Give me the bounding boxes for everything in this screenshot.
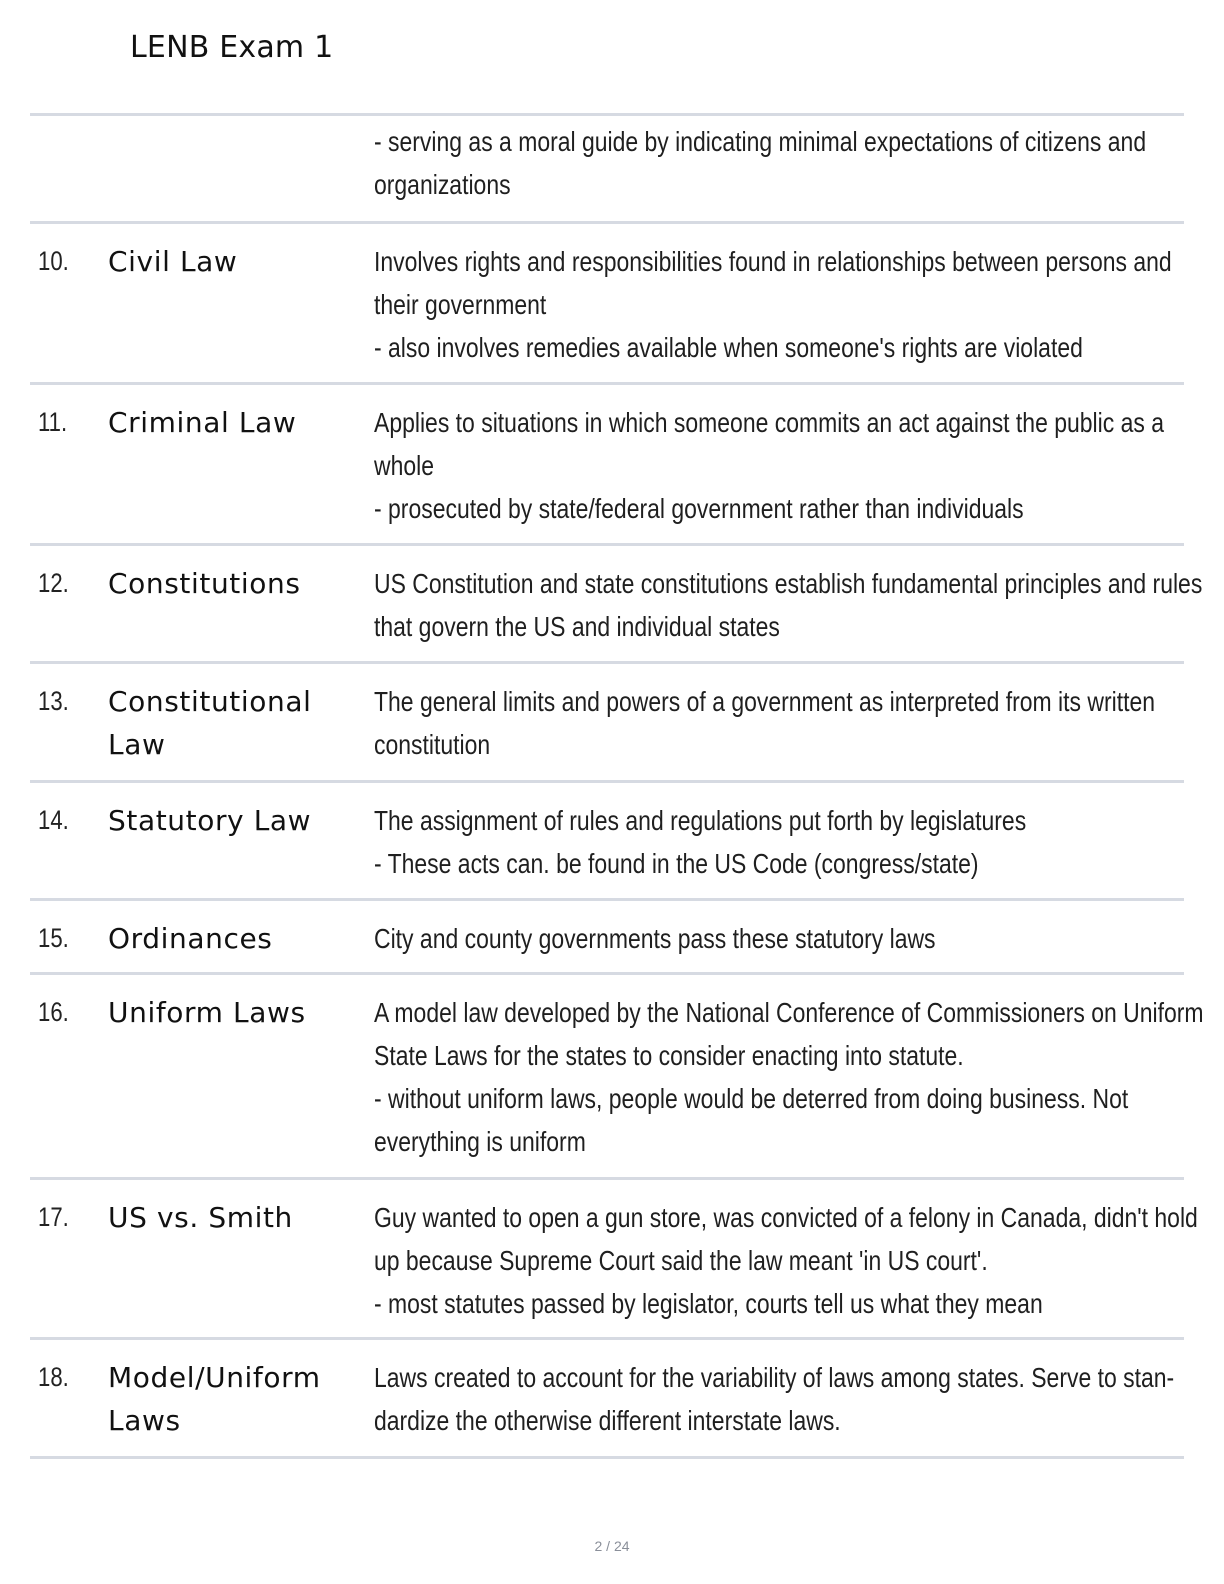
table-row [30, 546, 1203, 664]
term-label: Constitutional Law [108, 685, 312, 761]
definition-line: constitution [374, 729, 491, 760]
term-label: Criminal Law [108, 406, 297, 439]
row-number: 15. [38, 923, 69, 953]
definition-line: that govern the US and individual states [374, 611, 780, 642]
definition-line: State Laws for the states to consider enacting into statute. [374, 1040, 964, 1071]
definition-line: everything is uniform [374, 1126, 586, 1157]
term-label: US vs. Smith [108, 1201, 293, 1234]
table-row [30, 901, 1184, 975]
definition-line: their government [374, 289, 547, 320]
definition-line: - also involves remedies available when someone's rights are violated [374, 332, 1083, 363]
definition-line: City and county governments pass these statutory laws [374, 923, 936, 954]
definition-line: dardize the otherwise different interstate laws. [374, 1405, 841, 1436]
row-number: 16. [38, 997, 69, 1027]
row-number: 11. [38, 407, 68, 437]
definition-line: Involves rights and responsibilities found in relationships between persons and [374, 246, 1172, 277]
definition-text [374, 562, 1203, 648]
table-row [30, 1340, 1184, 1459]
definition-line: The general limits and powers of a government as interpreted from its written [374, 686, 1155, 717]
definition-line: - without uniform laws, people would be deterred from doing business. Not [374, 1083, 1129, 1114]
definition-line: Laws created to account for the variability of laws among states. Serve to stan- [374, 1362, 1175, 1393]
page-title: LENB Exam 1 [130, 30, 334, 65]
row-number: 18. [38, 1362, 69, 1392]
term-label: Model/Uniform Laws [108, 1361, 321, 1437]
definition-text [374, 401, 1164, 530]
definition-line: whole [374, 450, 435, 481]
definition-line: Guy wanted to open a gun store, was convicted of a felony in Canada, didn't hold [374, 1202, 1198, 1233]
definition-line: - serving as a moral guide by indicating minimal expectations of citizens and [374, 126, 1147, 157]
term-label: Statutory Law [108, 804, 312, 837]
row-number: 14. [38, 805, 69, 835]
page-indicator: 2 / 24 [594, 1538, 630, 1554]
definition-text [374, 1356, 1175, 1442]
definition-line: US Constitution and state constitutions establish fundamental principles and rules [374, 568, 1203, 599]
term-label: Ordinances [108, 922, 273, 955]
term-label: Uniform Laws [108, 996, 306, 1029]
table-row [30, 116, 1184, 224]
flashcard-table [30, 113, 1204, 1459]
definition-line: The assignment of rules and regulations put forth by legislatures [374, 805, 1027, 836]
row-number: 13. [38, 686, 69, 716]
definition-line: organizations [374, 169, 511, 200]
definition-line: - These acts can. be found in the US Code (congress/state) [374, 848, 979, 879]
definition-line: Applies to situations in which someone commits an act against the public as a [374, 407, 1164, 438]
row-number: 17. [38, 1202, 69, 1232]
definition-text [374, 799, 1161, 885]
term-label: Civil Law [108, 245, 238, 278]
table-row [30, 1180, 1198, 1340]
definition-text [374, 917, 1161, 960]
definition-line: - most statutes passed by legislator, courts tell us what they mean [374, 1288, 1043, 1319]
definition-text [374, 991, 1204, 1163]
row-number: 12. [38, 568, 69, 598]
definition-line: up because Supreme Court said the law meant 'in US court'. [374, 1245, 988, 1276]
definition-line: A model law developed by the National Conference of Commissioners on Uniform [374, 997, 1204, 1028]
row-number: 10. [38, 246, 69, 276]
definition-text [374, 120, 1161, 206]
term-label: Constitutions [108, 567, 301, 600]
definition-text [374, 240, 1172, 369]
table-row [30, 664, 1184, 783]
table-row [30, 224, 1184, 385]
definition-text [374, 1196, 1198, 1325]
table-row [30, 975, 1204, 1180]
table-row [30, 385, 1184, 546]
definition-line: - prosecuted by state/federal government rather than individuals [374, 493, 1024, 524]
definition-text [374, 680, 1161, 766]
table-row [30, 783, 1184, 901]
